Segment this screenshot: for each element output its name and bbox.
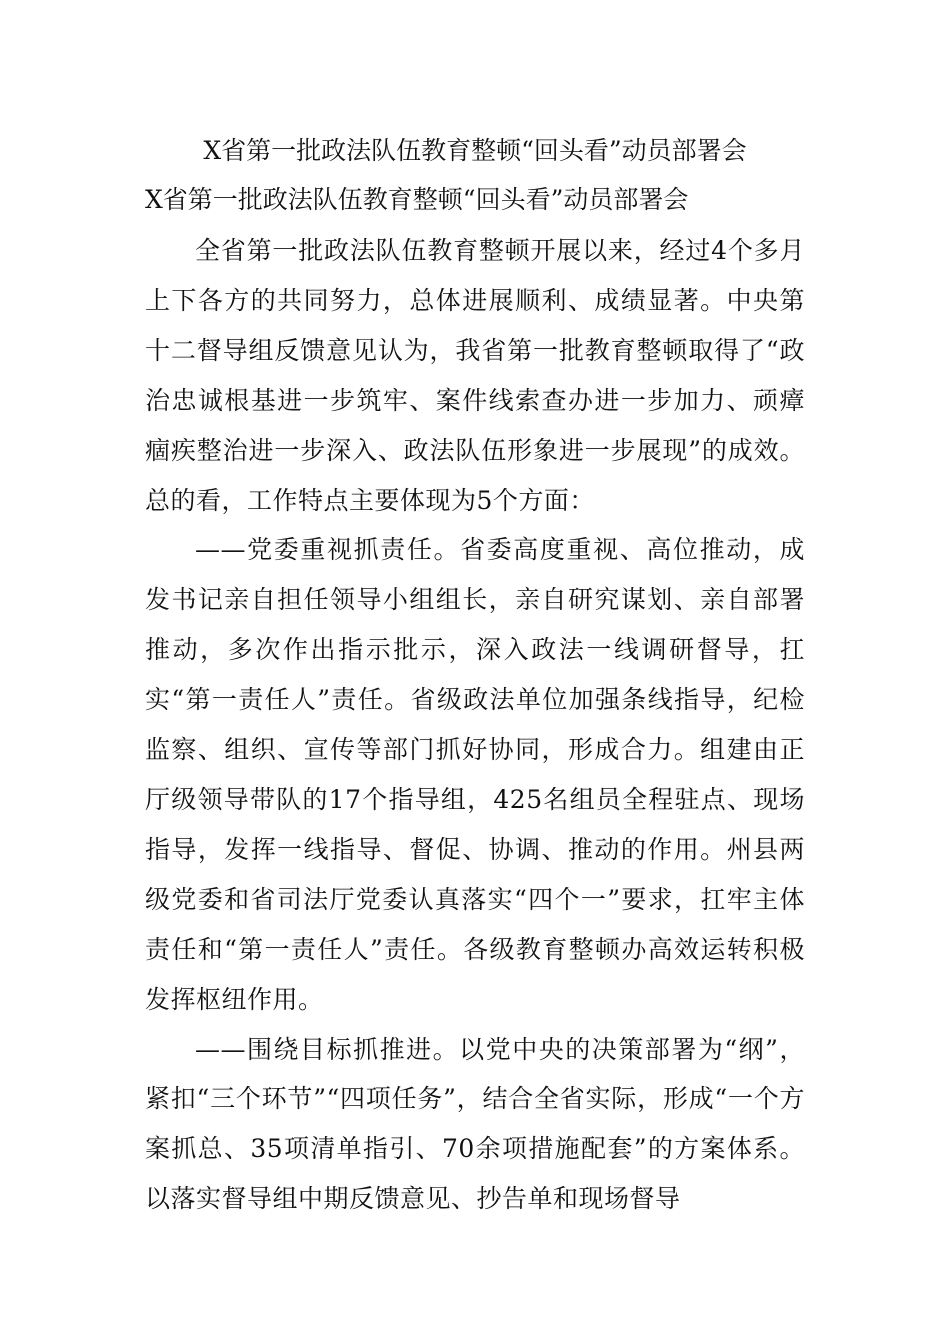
document-body [145, 226, 805, 1224]
paragraph-goals: ——围绕目标抓推进。以党中央的决策部署为“纲”，紧扣“三个环节”“四项任务”，结合全省实际，形成“一个方案抓总、35项清单指引、70余项措施配套”的方案体系。以落实督导组中期反馈意见、抄告单和现场督导 [145, 1034, 805, 1214]
document-subtitle: X省第一批政法队伍教育整顿“回头看”动员部署会 [145, 185, 689, 214]
paragraph-intro: 全省第一批政法队伍教育整顿开展以来，经过4个多月上下各方的共同努力，总体进展顺利、成绩显著。中央第十二督导组反馈意见认为，我省第一批教育整顿取得了“政治忠诚根基进一步筑牢、案件线索查办进一步加力、顽瘴痼疾整治进一步深入、政法队伍形象进一步展现”的成效。总的看，工作特点主要体现为5个方面： [145, 236, 805, 515]
paragraph-responsibility: ——党委重视抓责任。省委高度重视、高位推动，成发书记亲自担任领导小组组长，亲自研究谋划、亲自部署推动，多次作出指示批示，深入政法一线调研督导，扛实“第一责任人”责任。省级政法单位加强条线指导，纪检监察、组织、宣传等部门抓好协同，形成合力。组建由正厅级领导带队的17个指导组，425名组员全程驻点、现场指导，发挥一线指导、督促、协调、推动的作用。州县两级党委和省司法厅党委认真落实“四个一”要求，扛牢主体责任和“第一责任人”责任。各级教育整顿办高效运转积极发挥枢纽作用。 [145, 535, 805, 1014]
document-title: X省第一批政法队伍教育整顿“回头看”动员部署会 [203, 136, 747, 165]
